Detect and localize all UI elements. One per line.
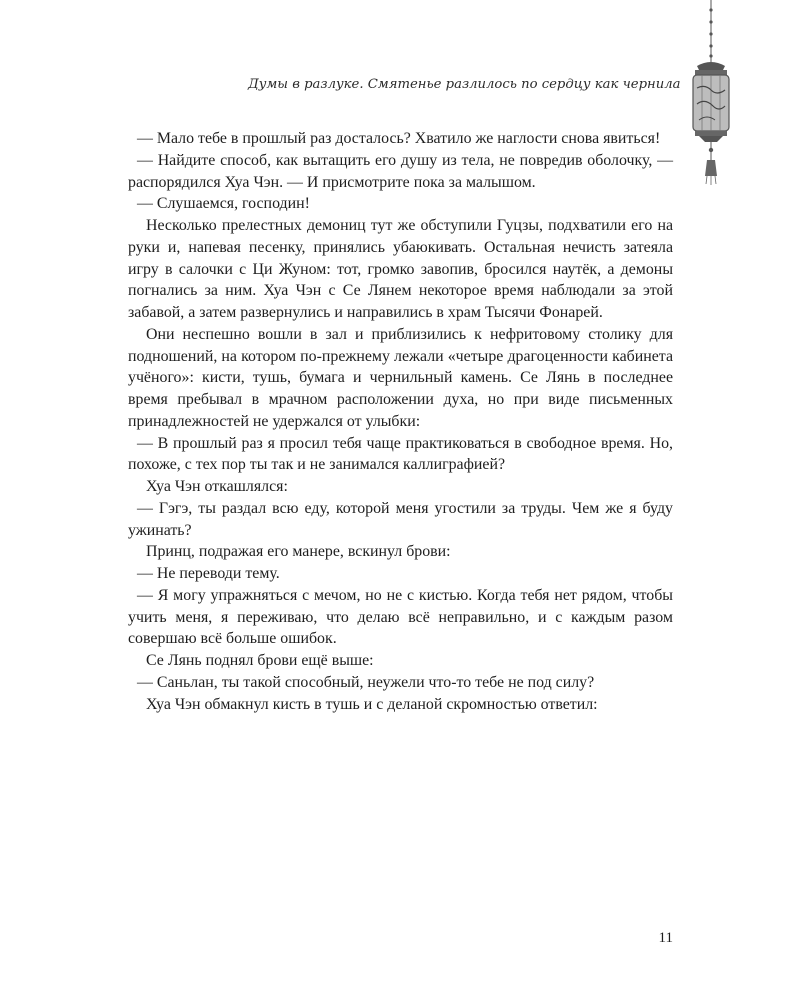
running-header: Думы в разлуке. Смятенье разлилось по сердцу как чернила (248, 77, 681, 92)
paragraph: Хуа Чэн откашлялся: (146, 478, 288, 495)
paragraph: — Саньлан, ты такой способный, неужели что-то тебе не под силу? (137, 673, 595, 691)
paragraph: — Я могу упражняться с мечом, но не с кистью. Когда тебя нет рядом, чтобы учить меня, я переживаю, что делаю всё неправильно, и с каждым разом совершаю всё больше ошибок. (128, 586, 673, 648)
paragraph: — Гэгэ, ты раздал всю еду, которой меня угостили за труды. Чем же я буду ужинать? (128, 499, 673, 539)
paragraph: — Найдите способ, как вытащить его душу из тела, не повредив оболочку, — распорядился Хуа Чэн. — И присмотрите пока за малышом. (128, 151, 673, 191)
body-text (128, 128, 673, 715)
page-number: 11 (658, 930, 673, 946)
paragraph: Несколько прелестных демониц тут же обступили Гуцзы, подхватили его на руки и, напевая песенку, принялись убаюкивать. Остальная нечисть затеяла игру в салочки с Ци Жуном: тот, громко завопив, бросился наутёк, а демоны погнались за ним. Хуа Чэн с Се Лянем некоторое время наблюдали за этой забавой, а затем развернулись и направились в храм Тысячи Фонарей. (128, 217, 673, 321)
paragraph: Хуа Чэн обмакнул кисть в тушь и с деланой скромностью ответил: (146, 695, 598, 713)
hanging-lantern-icon (683, 0, 739, 190)
paragraph: — Не переводи тему. (137, 565, 280, 582)
paragraph: — Мало тебе в прошлый раз досталось? Хватило же наглости снова явиться! (137, 130, 661, 147)
paragraph: Се Лянь поднял брови ещё выше: (146, 652, 374, 669)
paragraph: — В прошлый раз я просил тебя чаще практиковаться в свободное время. Но, похоже, с тех пор ты так и не занимался каллиграфией? (128, 434, 673, 474)
paragraph: — Слушаемся, господин! (137, 195, 310, 213)
paragraph: Принц, подражая его манере, вскинул брови: (146, 543, 451, 561)
paragraph: Они неспешно вошли в зал и приблизились к нефритовому столику для подношений, на котором по-прежнему лежали «четыре драгоценности кабинета учёного»: кисти, тушь, бумага и чернильный камень. Се Лянь в последнее время пребывал в мрачном расположении духа, но при виде письменных принадлежностей не удержался от улыбки: (128, 325, 673, 430)
